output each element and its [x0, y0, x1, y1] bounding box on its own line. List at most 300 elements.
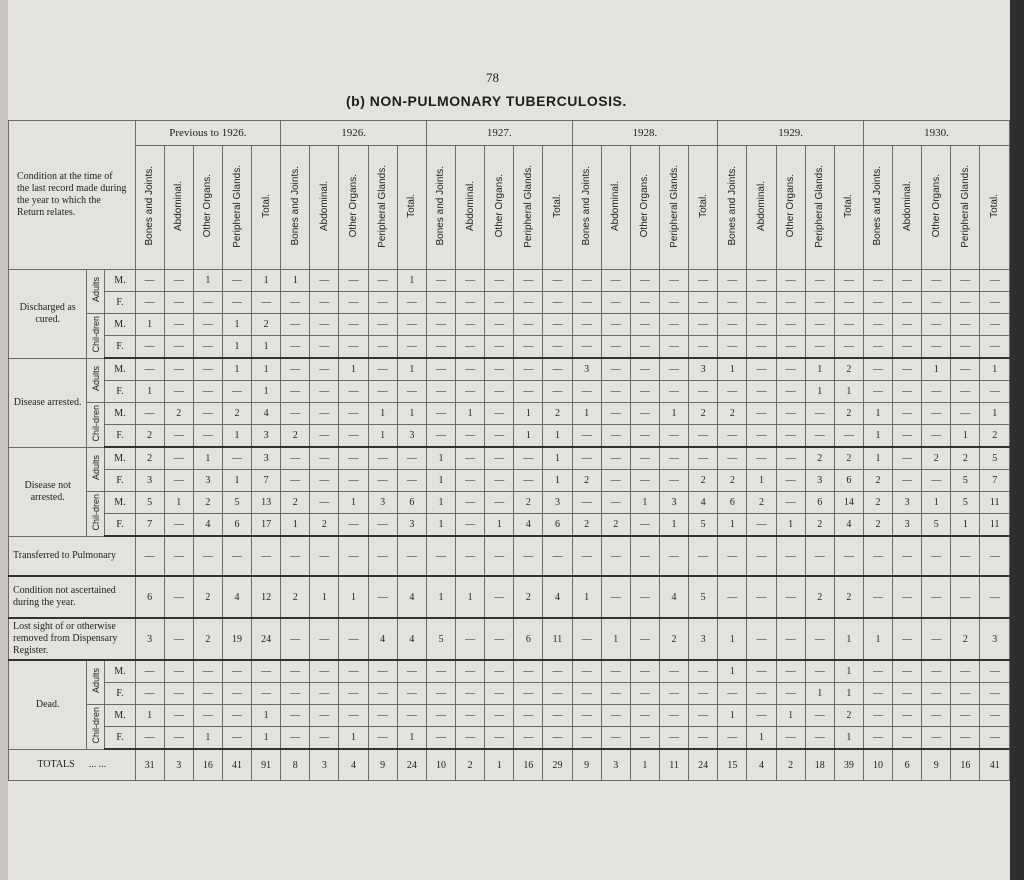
value-cell: —	[863, 292, 892, 314]
value-cell: —	[572, 292, 601, 314]
column-header	[689, 146, 718, 270]
value-cell: —	[281, 447, 310, 470]
value-cell: —	[339, 705, 368, 727]
value-cell: —	[922, 618, 951, 660]
value-cell: —	[776, 618, 805, 660]
value-cell: —	[252, 683, 281, 705]
value-cell: 1	[747, 727, 776, 750]
value-cell: —	[834, 536, 863, 576]
totals-label	[9, 749, 136, 781]
value-cell: —	[747, 683, 776, 705]
year-header: 1927.	[426, 121, 572, 146]
value-cell: 5	[689, 576, 718, 618]
value-cell: —	[893, 705, 922, 727]
value-cell: —	[659, 683, 688, 705]
page-spine	[0, 0, 8, 880]
value-cell: 3	[980, 618, 1010, 660]
year-header: Previous to 1926.	[135, 121, 281, 146]
value-cell: 3	[659, 492, 688, 514]
value-cell: —	[397, 447, 426, 470]
table-row	[9, 447, 1010, 470]
value-cell: 1	[922, 492, 951, 514]
value-cell: 5	[426, 618, 455, 660]
value-cell: —	[485, 381, 514, 403]
value-cell: —	[281, 536, 310, 576]
value-cell: —	[776, 403, 805, 425]
value-cell: —	[339, 403, 368, 425]
group-label-text: Adults	[90, 277, 101, 303]
value-cell: —	[863, 727, 892, 750]
value-cell: —	[659, 727, 688, 750]
table-row	[9, 705, 1010, 727]
value-cell: —	[368, 576, 397, 618]
value-cell: —	[922, 727, 951, 750]
value-cell: 3	[164, 749, 193, 781]
value-cell: —	[368, 292, 397, 314]
value-cell: 91	[252, 749, 281, 781]
value-cell: —	[776, 336, 805, 359]
value-cell: 2	[951, 447, 980, 470]
value-cell: 2	[834, 705, 863, 727]
value-cell: 3	[310, 749, 339, 781]
value-cell: 4	[514, 514, 543, 537]
value-cell: —	[426, 381, 455, 403]
value-cell: 1	[543, 425, 572, 448]
value-cell: —	[339, 270, 368, 292]
table-row	[9, 470, 1010, 492]
column-header	[834, 146, 863, 270]
value-cell: 1	[135, 381, 164, 403]
value-cell: —	[514, 660, 543, 683]
value-cell: —	[776, 470, 805, 492]
value-cell: —	[485, 403, 514, 425]
value-cell: 2	[776, 749, 805, 781]
value-cell: —	[281, 683, 310, 705]
value-cell: 29	[543, 749, 572, 781]
column-header-label: Total.	[989, 194, 1001, 218]
value-cell: —	[193, 292, 222, 314]
group-label-text: Adults	[90, 366, 101, 392]
value-cell: —	[572, 336, 601, 359]
condition-label: Discharged as cured.	[9, 270, 87, 359]
group-label	[87, 270, 105, 314]
value-cell: —	[572, 705, 601, 727]
value-cell: 16	[193, 749, 222, 781]
value-cell: —	[368, 727, 397, 750]
value-cell: 2	[164, 403, 193, 425]
value-cell: 2	[659, 618, 688, 660]
value-cell: 1	[834, 660, 863, 683]
value-cell: —	[776, 727, 805, 750]
condition-label: Transferred to Pulmonary	[9, 536, 136, 576]
value-cell: —	[659, 705, 688, 727]
value-cell: —	[485, 536, 514, 576]
value-cell: —	[630, 314, 659, 336]
value-cell: 2	[514, 576, 543, 618]
value-cell: —	[397, 683, 426, 705]
value-cell: 3	[805, 470, 834, 492]
value-cell: —	[514, 705, 543, 727]
value-cell: —	[863, 683, 892, 705]
column-header-label: Abdominal.	[610, 180, 622, 232]
value-cell: —	[368, 270, 397, 292]
value-cell: —	[805, 270, 834, 292]
column-header	[863, 146, 892, 270]
value-cell: —	[339, 618, 368, 660]
value-cell: —	[456, 270, 485, 292]
value-cell: —	[310, 270, 339, 292]
value-cell: —	[659, 470, 688, 492]
column-header	[310, 146, 339, 270]
value-cell: 41	[980, 749, 1010, 781]
value-cell: —	[281, 618, 310, 660]
table-row	[9, 576, 1010, 618]
column-header-label: Total.	[551, 194, 563, 218]
value-cell: —	[630, 576, 659, 618]
value-cell: —	[135, 660, 164, 683]
value-cell: —	[164, 618, 193, 660]
value-cell: —	[135, 727, 164, 750]
column-header	[893, 146, 922, 270]
value-cell: —	[164, 514, 193, 537]
value-cell: 11	[980, 492, 1010, 514]
column-header	[980, 146, 1010, 270]
value-cell: —	[222, 727, 251, 750]
column-header-label: Abdominal.	[173, 180, 185, 232]
sex-label: F.	[105, 292, 135, 314]
value-cell: —	[747, 536, 776, 576]
value-cell: —	[310, 536, 339, 576]
value-cell: —	[368, 358, 397, 381]
value-cell: —	[222, 292, 251, 314]
value-cell: 1	[805, 358, 834, 381]
value-cell: —	[863, 314, 892, 336]
value-cell: —	[747, 514, 776, 537]
sex-label: M.	[105, 705, 135, 727]
value-cell: —	[951, 576, 980, 618]
value-cell: —	[543, 314, 572, 336]
column-header	[456, 146, 485, 270]
value-cell: —	[718, 381, 747, 403]
value-cell: —	[747, 576, 776, 618]
value-cell: 2	[310, 514, 339, 537]
value-cell: —	[601, 660, 630, 683]
value-cell: —	[718, 447, 747, 470]
value-cell: —	[426, 683, 455, 705]
value-cell: —	[572, 536, 601, 576]
value-cell: —	[659, 447, 688, 470]
value-cell: 2	[863, 492, 892, 514]
value-cell: —	[310, 292, 339, 314]
value-cell: 1	[193, 727, 222, 750]
column-header-label: Peripheral Glands.	[814, 164, 826, 248]
value-cell: —	[164, 292, 193, 314]
column-header	[485, 146, 514, 270]
value-cell: —	[485, 705, 514, 727]
value-cell: 2	[951, 618, 980, 660]
value-cell: 1	[514, 403, 543, 425]
column-header	[164, 146, 193, 270]
value-cell: —	[659, 425, 688, 448]
column-header-label: Bones and Joints.	[435, 166, 447, 246]
value-cell: 5	[135, 492, 164, 514]
group-label	[87, 403, 105, 448]
value-cell: —	[980, 292, 1010, 314]
value-cell: —	[339, 447, 368, 470]
value-cell: —	[776, 292, 805, 314]
value-cell: 8	[281, 749, 310, 781]
value-cell: —	[485, 292, 514, 314]
value-cell: —	[893, 314, 922, 336]
value-cell: —	[310, 314, 339, 336]
value-cell: 11	[543, 618, 572, 660]
value-cell: 4	[252, 403, 281, 425]
value-cell: 1	[252, 381, 281, 403]
value-cell: —	[863, 576, 892, 618]
value-cell: —	[543, 292, 572, 314]
value-cell: —	[514, 536, 543, 576]
value-cell: 16	[951, 749, 980, 781]
value-cell: —	[164, 314, 193, 336]
value-cell: 1	[368, 403, 397, 425]
column-header	[135, 146, 164, 270]
value-cell: 1	[718, 618, 747, 660]
value-cell: 4	[397, 576, 426, 618]
value-cell: —	[222, 705, 251, 727]
value-cell: 16	[514, 749, 543, 781]
value-cell: —	[572, 314, 601, 336]
value-cell: —	[951, 705, 980, 727]
value-cell: —	[281, 292, 310, 314]
value-cell: 1	[456, 576, 485, 618]
value-cell: 2	[834, 576, 863, 618]
value-cell: —	[689, 705, 718, 727]
value-cell: —	[659, 270, 688, 292]
column-header-label: Other Organs.	[493, 174, 505, 238]
value-cell: —	[368, 705, 397, 727]
value-cell: —	[922, 470, 951, 492]
column-header	[951, 146, 980, 270]
value-cell: —	[834, 314, 863, 336]
value-cell: —	[310, 425, 339, 448]
value-cell: 3	[689, 358, 718, 381]
value-cell: 1	[281, 514, 310, 537]
value-cell: 3	[252, 447, 281, 470]
value-cell: 1	[426, 470, 455, 492]
table-row	[9, 292, 1010, 314]
value-cell: —	[164, 336, 193, 359]
value-cell: —	[514, 447, 543, 470]
value-cell: 1	[834, 618, 863, 660]
value-cell: —	[310, 358, 339, 381]
value-cell: 1	[718, 514, 747, 537]
value-cell: 7	[135, 514, 164, 537]
value-cell: —	[456, 536, 485, 576]
value-cell: —	[426, 727, 455, 750]
column-header	[252, 146, 281, 270]
value-cell: 39	[834, 749, 863, 781]
value-cell: —	[718, 270, 747, 292]
value-cell: —	[601, 358, 630, 381]
column-header	[193, 146, 222, 270]
value-cell: —	[456, 705, 485, 727]
value-cell: —	[281, 314, 310, 336]
sex-label: F.	[105, 727, 135, 750]
value-cell: 1	[339, 358, 368, 381]
value-cell: 2	[193, 576, 222, 618]
value-cell: —	[922, 270, 951, 292]
value-cell: 1	[252, 336, 281, 359]
value-cell: 6	[718, 492, 747, 514]
sex-label: F.	[105, 514, 135, 537]
value-cell: 1	[747, 470, 776, 492]
column-header-label: Total.	[406, 194, 418, 218]
value-cell: —	[805, 336, 834, 359]
value-cell: —	[135, 536, 164, 576]
value-cell: —	[572, 270, 601, 292]
value-cell: 2	[252, 314, 281, 336]
value-cell: —	[863, 270, 892, 292]
value-cell: 2	[718, 403, 747, 425]
value-cell: —	[164, 270, 193, 292]
value-cell: —	[893, 618, 922, 660]
group-label	[87, 358, 105, 403]
value-cell: 2	[834, 447, 863, 470]
value-cell: —	[310, 618, 339, 660]
value-cell: 2	[980, 425, 1010, 448]
column-header	[426, 146, 455, 270]
column-header-label: Abdominal.	[901, 180, 913, 232]
value-cell: 1	[776, 514, 805, 537]
value-cell: 2	[689, 403, 718, 425]
value-cell: —	[514, 292, 543, 314]
column-header-label: Peripheral Glands.	[959, 164, 971, 248]
value-cell: —	[456, 470, 485, 492]
value-cell: —	[980, 336, 1010, 359]
value-cell: —	[776, 270, 805, 292]
value-cell: —	[689, 447, 718, 470]
value-cell: —	[601, 447, 630, 470]
value-cell: 4	[193, 514, 222, 537]
value-cell: 2	[222, 403, 251, 425]
value-cell: —	[368, 381, 397, 403]
column-header	[630, 146, 659, 270]
value-cell: 1	[310, 576, 339, 618]
column-header	[543, 146, 572, 270]
value-cell: —	[164, 470, 193, 492]
value-cell: —	[630, 447, 659, 470]
value-cell: —	[951, 292, 980, 314]
value-cell: 1	[980, 403, 1010, 425]
value-cell: 3	[893, 514, 922, 537]
value-cell: —	[485, 270, 514, 292]
value-cell: 1	[572, 576, 601, 618]
sex-label: M.	[105, 492, 135, 514]
table-row	[9, 358, 1010, 381]
value-cell: —	[863, 660, 892, 683]
value-cell: —	[805, 727, 834, 750]
column-header-label: Other Organs.	[202, 174, 214, 238]
value-cell: —	[252, 660, 281, 683]
column-header	[281, 146, 310, 270]
value-cell: 3	[397, 514, 426, 537]
value-cell: —	[135, 403, 164, 425]
value-cell: —	[689, 425, 718, 448]
value-cell: —	[601, 425, 630, 448]
value-cell: —	[397, 705, 426, 727]
value-cell: —	[834, 336, 863, 359]
value-cell: —	[718, 536, 747, 576]
value-cell: —	[164, 358, 193, 381]
value-cell: —	[922, 336, 951, 359]
value-cell: 6	[834, 470, 863, 492]
value-cell: 3	[368, 492, 397, 514]
value-cell: —	[659, 536, 688, 576]
value-cell: —	[339, 514, 368, 537]
value-cell: 1	[252, 270, 281, 292]
value-cell: 3	[893, 492, 922, 514]
value-cell: —	[485, 425, 514, 448]
value-cell: 1	[426, 492, 455, 514]
value-cell: —	[980, 270, 1010, 292]
value-cell: 1	[659, 514, 688, 537]
value-cell: —	[193, 660, 222, 683]
value-cell: —	[951, 381, 980, 403]
sex-label: M.	[105, 270, 135, 292]
condition-label: Disease arrested.	[9, 358, 87, 447]
column-header-label: Bones and Joints.	[289, 166, 301, 246]
column-header-label: Total.	[260, 194, 272, 218]
value-cell: 1	[863, 403, 892, 425]
value-cell: —	[222, 536, 251, 576]
value-cell: —	[252, 292, 281, 314]
value-cell: —	[485, 470, 514, 492]
value-cell: —	[951, 336, 980, 359]
value-cell: —	[689, 270, 718, 292]
value-cell: —	[805, 425, 834, 448]
value-cell: —	[834, 292, 863, 314]
value-cell: —	[893, 270, 922, 292]
value-cell: —	[339, 292, 368, 314]
value-cell: 1	[776, 705, 805, 727]
value-cell: —	[368, 536, 397, 576]
value-cell: 1	[834, 683, 863, 705]
value-cell: —	[193, 705, 222, 727]
value-cell: —	[747, 292, 776, 314]
value-cell: 4	[222, 576, 251, 618]
table-row	[9, 425, 1010, 448]
value-cell: 1	[863, 618, 892, 660]
value-cell: 1	[922, 358, 951, 381]
value-cell: —	[485, 358, 514, 381]
value-cell: —	[601, 705, 630, 727]
value-cell: —	[893, 536, 922, 576]
value-cell: —	[980, 660, 1010, 683]
value-cell: —	[514, 314, 543, 336]
value-cell: —	[368, 514, 397, 537]
value-cell: —	[601, 381, 630, 403]
value-cell: —	[397, 314, 426, 336]
sex-label: M.	[105, 447, 135, 470]
value-cell: —	[222, 270, 251, 292]
value-cell: 1	[397, 727, 426, 750]
value-cell: —	[747, 660, 776, 683]
value-cell: —	[397, 660, 426, 683]
value-cell: 3	[193, 470, 222, 492]
value-cell: —	[776, 683, 805, 705]
sex-label: M.	[105, 358, 135, 381]
value-cell: —	[630, 727, 659, 750]
